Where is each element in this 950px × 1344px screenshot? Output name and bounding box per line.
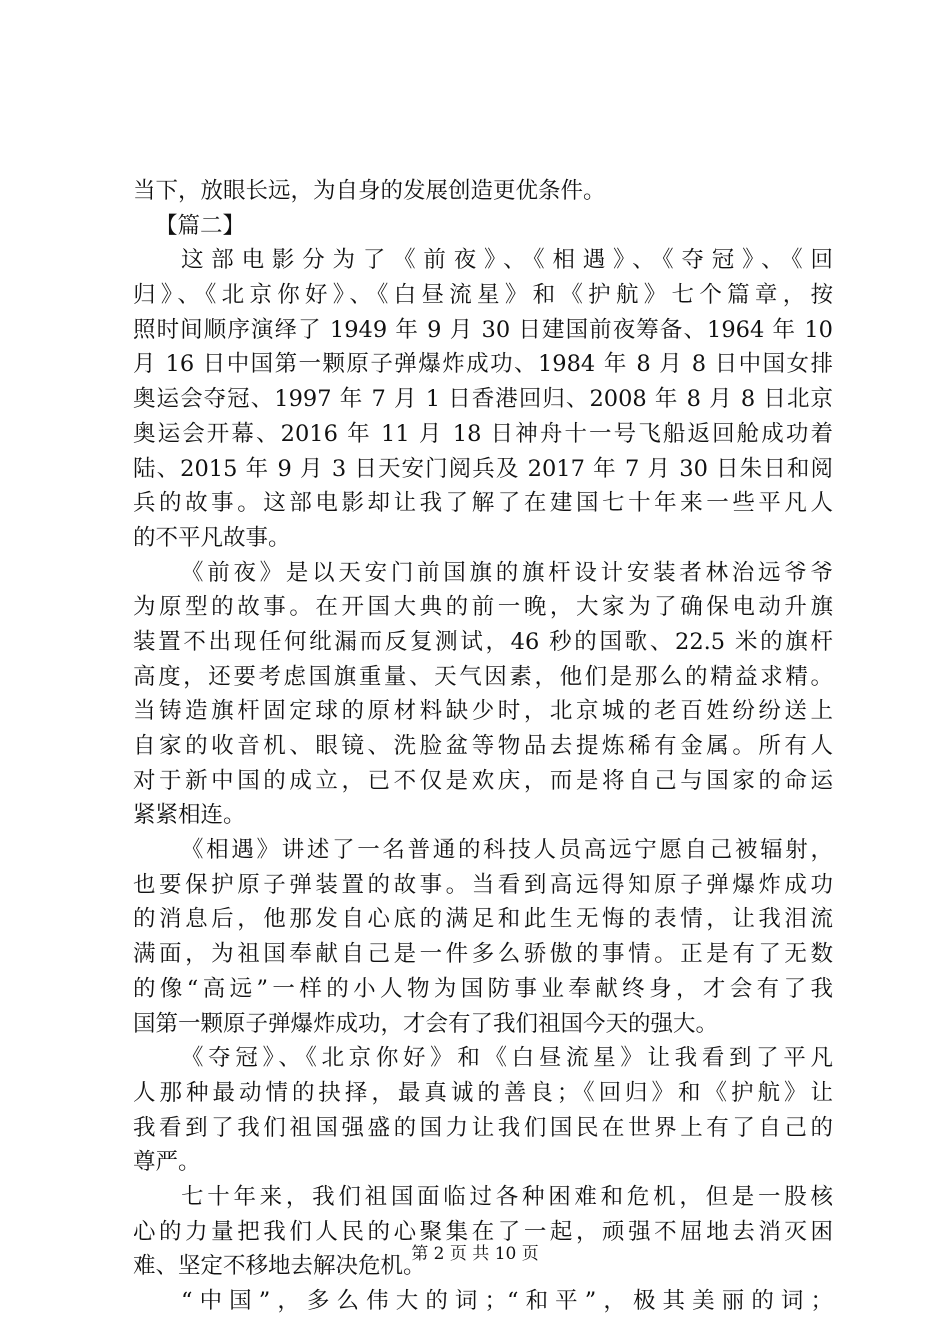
text-line: 国第一颗原子弹爆炸成功，才会有了我们祖国今天的强大。 xyxy=(133,1010,719,1037)
text-line: 【篇二】 xyxy=(155,212,246,239)
text-line: 对于新中国的成立，已不仅是欢庆，而是将自己与国家的命运 xyxy=(133,767,833,794)
text-line: 难、坚定不移地去解决危机。 xyxy=(133,1253,426,1280)
text-line: 《前夜》是以天安门前国旗的旗杆设计安装者林治远爷爷 xyxy=(181,559,833,586)
text-line: 月 16 日中国第一颗原子弹爆炸成功、1984 年 8 月 8 日中国女排 xyxy=(133,351,833,378)
text-line: 的像“高远”一样的小人物为国防事业奉献终身，才会有了我 xyxy=(133,975,833,1002)
text-line: 七十年来，我们祖国面临过各种困难和危机，但是一股核 xyxy=(181,1183,833,1210)
text-line: 《夺冠》、《北京你好》和《白昼流星》让我看到了平凡 xyxy=(181,1045,833,1072)
text-line: 满面，为祖国奉献自己是一件多么骄傲的事情。正是有了无数 xyxy=(133,941,833,968)
text-line: 这部电影分为了《前夜》、《相遇》、《夺冠》、《回 xyxy=(181,247,833,274)
body-text xyxy=(133,174,833,1319)
text-line: 奥运会开幕、2016 年 11 月 18 日神舟十一号飞船返回舱成功着 xyxy=(133,420,833,447)
text-line: 人那种最动情的抉择，最真诚的善良；《回归》和《护航》让 xyxy=(133,1079,833,1106)
text-line: 的不平凡故事。 xyxy=(133,524,291,551)
page-footer: 第 2 页 共 10 页 xyxy=(411,1244,539,1264)
text-line: 紧紧相连。 xyxy=(133,802,246,829)
text-line: 当铸造旗杆固定球的原材料缺少时，北京城的老百姓纷纷送上 xyxy=(133,698,833,725)
text-line: 自家的收音机、眼镜、洗脸盆等物品去提炼稀有金属。所有人 xyxy=(133,733,833,759)
text-line: 装置不出现任何纰漏而反复测试，46 秒的国歌、22.5 米的旗杆 xyxy=(133,628,833,655)
text-line: 照时间顺序演绎了 1949 年 9 月 30 日建国前夜筹备、1964 年 10 xyxy=(133,316,833,343)
text-line: 《相遇》讲述了一名普通的科技人员高远宁愿自己被辐射， xyxy=(181,837,833,864)
text-line: 的消息后，他那发自心底的满足和此生无悔的表情，让我泪流 xyxy=(133,906,833,933)
text-line: 兵的故事。这部电影却让我了解了在建国七十年来一些平凡人 xyxy=(133,490,833,517)
text-line: 归》、《北京你好》、《白昼流星》和《护航》七个篇章，按 xyxy=(133,282,833,309)
text-line: 也要保护原子弹装置的故事。当看到高远得知原子弹爆炸成功 xyxy=(133,871,833,898)
text-line: 奥运会夺冠、1997 年 7 月 1 日香港回归、2008 年 8 月 8 日北京 xyxy=(133,386,833,413)
text-line: 心的力量把我们人民的心聚集在了一起，顽强不屈地去消灭困 xyxy=(133,1218,833,1245)
text-line: 高度，还要考虑国旗重量、天气因素，他们是那么的精益求精。 xyxy=(133,663,833,690)
text-line: 当下，放眼长远，为自身的发展创造更优条件。 xyxy=(133,178,606,204)
text-line: 陆、2015 年 9 月 3 日天安门阅兵及 2017 年 7 月 30 日朱日和阅 xyxy=(133,455,833,482)
text-line: “中国”，多么伟大的词；“和平”，极其美丽的词； xyxy=(181,1288,833,1314)
text-line: 我看到了我们祖国强盛的国力让我们国民在世界上有了自己的 xyxy=(133,1114,833,1141)
text-line: 尊严。 xyxy=(133,1149,201,1176)
text-line: 为原型的故事。在开国大典的前一晚，大家为了确保电动升旗 xyxy=(133,594,833,621)
